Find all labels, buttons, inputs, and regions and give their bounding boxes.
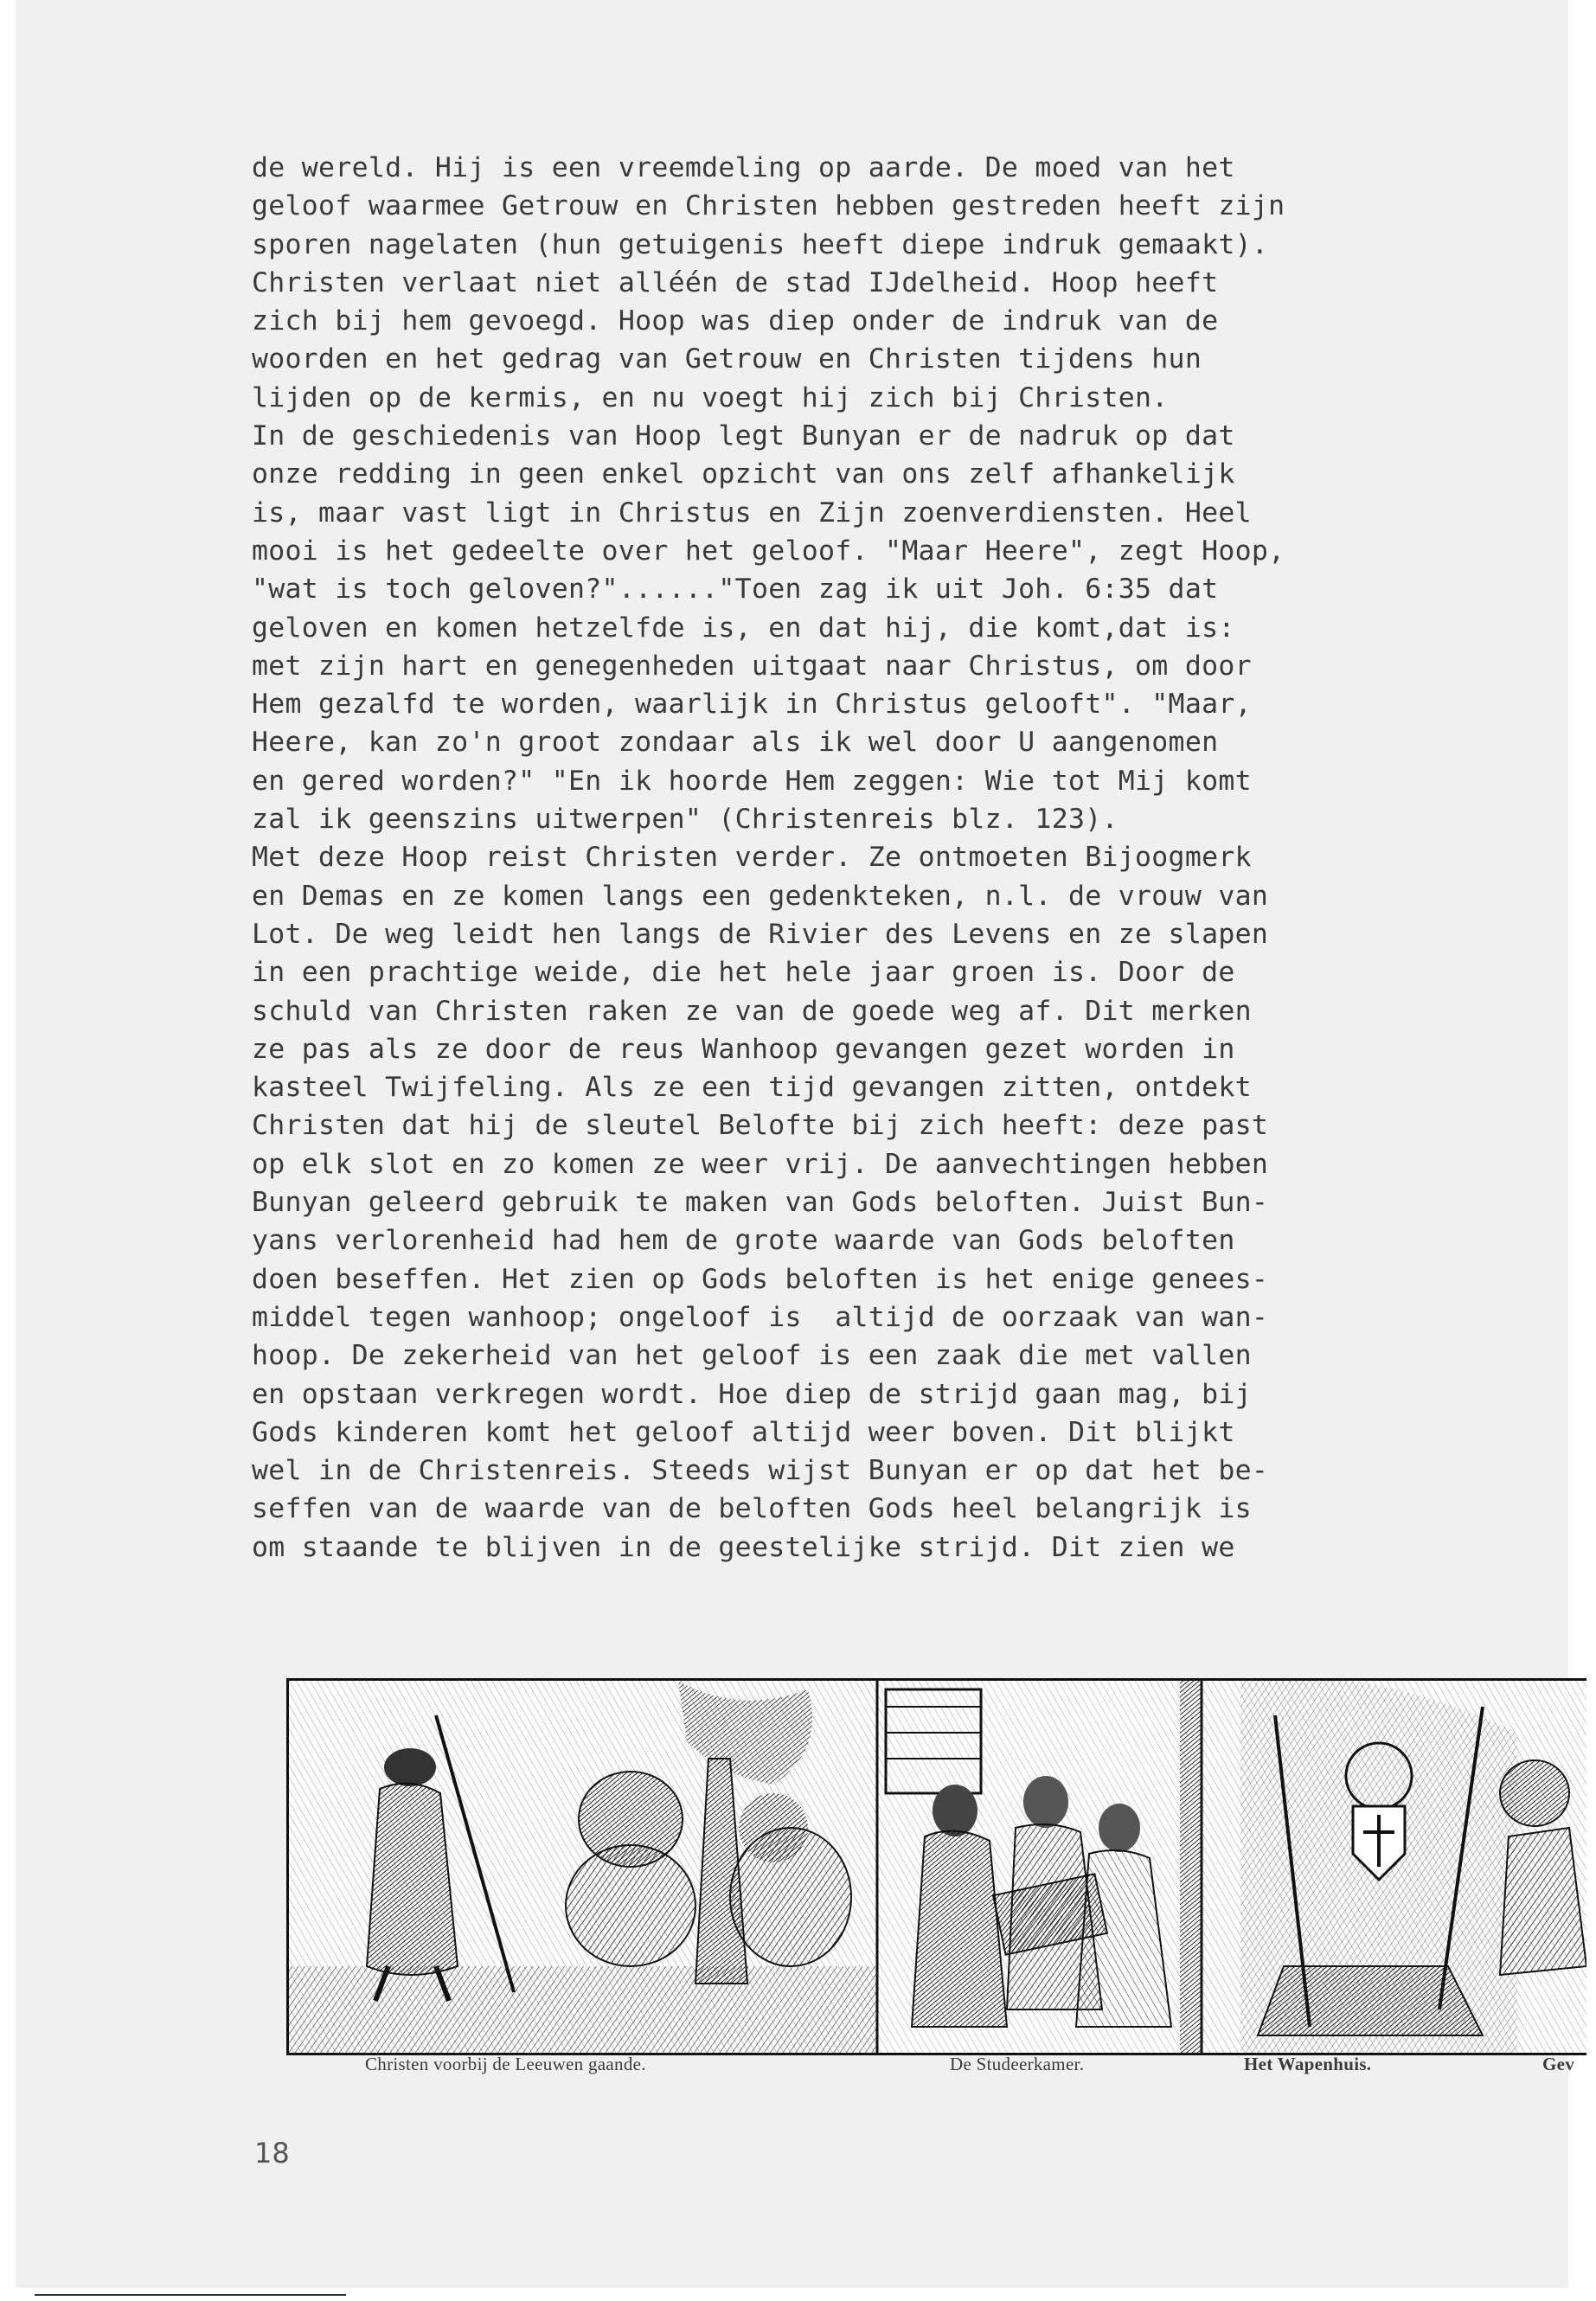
text-line: Christen dat hij de sleutel Belofte bij zich heeft: deze past [252,1110,1269,1142]
caption-lions: Christen voorbij de Leeuwen gaande. [365,2054,646,2074]
text-line: kasteel Twijfeling. Als ze een tijd gevangen zitten, ontdekt [252,1072,1252,1104]
text-line: sporen nagelaten (hun getuigenis heeft diepe indruk gemaakt). [252,228,1269,260]
text-line: Bunyan geleerd gebruik te maken van Gods beloften. Juist Bun- [252,1187,1269,1219]
text-line: om staande te blijven in de geestelijke strijd. Dit zien we [252,1531,1235,1563]
caption-truncated: Gev [1542,2054,1575,2074]
caption-study: De Studeerkamer. [950,2054,1085,2074]
body-text [252,149,1480,1567]
scene-study [877,1681,1201,2053]
text-line: yans verlorenheid had hem de grote waarde van Gods beloften [252,1225,1235,1257]
text-line: doen beseffen. Het zien op Gods beloften is het enige genees- [252,1263,1269,1295]
text-line: en opstaan verkregen wordt. Hoe diep de strijd gaan mag, bij [252,1378,1252,1410]
text-line: hoop. De zekerheid van het geloof is een zaak die met vallen [252,1340,1252,1372]
text-line: zal ik geenszins uitwerpen" (Christenreis blz. 123). [252,804,1118,836]
text-line: en gered worden?" "En ik hoorde Hem zeggen: Wie tot Mij komt [252,765,1252,797]
text-line: In de geschiedenis van Hoop legt Bunyan er de nadruk op dat [252,420,1235,452]
text-line: seffen van de waarde van de beloften Gods heel belangrijk is [252,1493,1252,1525]
text-line: "wat is toch geloven?"......"Toen zag ik uit Joh. 6:35 dat [252,574,1219,606]
text-line: Lot. De weg leidt hen langs de Rivier des Levens en ze slapen [252,918,1269,950]
text-line: is, maar vast ligt in Christus en Zijn zoenverdiensten. Heel [252,497,1252,529]
text-line: lijden op de kermis, en nu voegt hij zich bij Christen. [252,381,1169,413]
text-line: Hem gezalfd te worden, waarlijk in Christus gelooft". "Maar, [252,689,1252,721]
text-line: ze pas als ze door de reus Wanhoop gevangen gezet worden in [252,1033,1235,1065]
text-line: onze redding in geen enkel opzicht van ons zelf afhankelijk [252,458,1235,490]
text-line: op elk slot en zo komen ze weer vrij. De aanvechtingen hebben [252,1148,1269,1180]
text-line: geloof waarmee Getrouw en Christen hebben gestreden heeft zijn [252,190,1285,222]
scene-lions [289,1681,877,2053]
text-line: woorden en het gedrag van Getrouw en Christen tijdens hun [252,343,1202,375]
text-line: Met deze Hoop reist Christen verder. Ze ontmoeten Bijoogmerk [252,842,1252,874]
page-number: 18 [254,2137,290,2170]
document-page [16,0,1575,2288]
text-line: Gods kinderen komt het geloof altijd weer boven. Dit blijkt [252,1416,1235,1448]
text-line: geloven en komen hetzelfde is, en dat hij, die komt,dat is: [252,612,1235,644]
text-line: met zijn hart en genegenheden uitgaat naar Christus, om door [252,650,1252,682]
caption-armory: Het Wapenhuis. [1244,2054,1372,2074]
bottom-rule [35,2294,346,2296]
text-line: en Demas en ze komen langs een gedenkteken, n.l. de vrouw van [252,880,1269,912]
text-line: zich bij hem gevoegd. Hoop was diep onder de indruk van de [252,305,1219,337]
text-line: de wereld. Hij is een vreemdeling op aarde. De moed van het [252,152,1235,183]
text-line: wel in de Christenreis. Steeds wijst Bunyan er op dat het be- [252,1455,1269,1487]
text-line: schuld van Christen raken ze van de goede weg af. Dit merken [252,995,1252,1027]
text-line: Christen verlaat niet alléén de stad IJdelheid. Hoop heeft [252,266,1219,298]
text-line: Heere, kan zo'n groot zondaar als ik wel door U aangenomen [252,727,1219,759]
scene-armory [1202,1681,1586,2053]
text-line: middel tegen wanhoop; ongeloof is altijd de oorzaak van wan- [252,1301,1269,1333]
text-line: mooi is het gedeelte over het geloof. "Maar Heere", zegt Hoop, [252,535,1285,567]
text-line: in een prachtige weide, die het hele jaar groen is. Door de [252,957,1235,989]
engraving-illustration [286,1678,1586,2055]
